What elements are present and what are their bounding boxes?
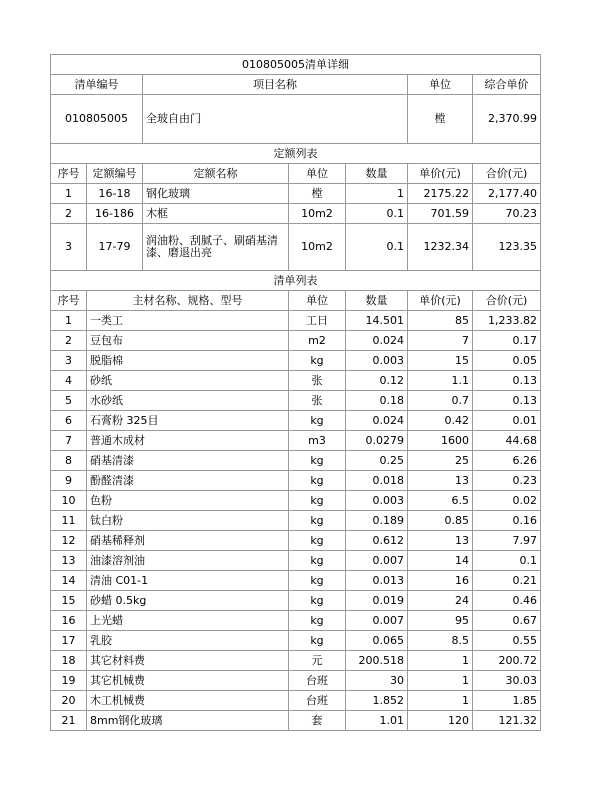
material-unit: kg	[289, 451, 346, 471]
material-qty: 0.189	[346, 511, 408, 531]
materials-col-header: 合价(元)	[473, 291, 541, 311]
quota-col-header: 定额编号	[87, 164, 143, 184]
material-row	[51, 371, 541, 391]
material-row	[51, 531, 541, 551]
title-row	[51, 55, 541, 75]
material-qty: 0.25	[346, 451, 408, 471]
material-unit: 张	[289, 391, 346, 411]
quota-section-row	[51, 144, 541, 164]
material-total: 1,233.82	[473, 311, 541, 331]
material-unit: kg	[289, 471, 346, 491]
quota-row	[51, 224, 541, 271]
materials-col-header: 主材名称、规格、型号	[87, 291, 289, 311]
material-name: 砂蜡 0.5kg	[87, 591, 289, 611]
item-price: 2,370.99	[473, 95, 541, 144]
material-qty: 0.024	[346, 411, 408, 431]
material-index: 5	[51, 391, 87, 411]
material-unit-price: 95	[408, 611, 473, 631]
quota-name: 钢化玻璃	[143, 184, 289, 204]
material-row	[51, 431, 541, 451]
material-total: 0.67	[473, 611, 541, 631]
material-unit: kg	[289, 531, 346, 551]
material-unit: kg	[289, 611, 346, 631]
quota-qty: 1	[346, 184, 408, 204]
material-unit-price: 25	[408, 451, 473, 471]
material-unit-price: 8.5	[408, 631, 473, 651]
name-label: 项目名称	[143, 75, 408, 95]
material-row	[51, 551, 541, 571]
material-qty: 1.01	[346, 711, 408, 731]
material-index: 9	[51, 471, 87, 491]
quota-code: 16-186	[87, 204, 143, 224]
material-qty: 0.003	[346, 491, 408, 511]
quota-name: 润油粉、刮腻子、刷硝基清漆、磨退出亮	[143, 224, 289, 271]
material-qty: 30	[346, 671, 408, 691]
material-total: 30.03	[473, 671, 541, 691]
material-unit: 元	[289, 651, 346, 671]
table-body	[51, 55, 541, 731]
material-unit: 套	[289, 711, 346, 731]
material-unit-price: 7	[408, 331, 473, 351]
material-unit-price: 1600	[408, 431, 473, 451]
material-qty: 0.003	[346, 351, 408, 371]
material-qty: 200.518	[346, 651, 408, 671]
material-name: 8mm钢化玻璃	[87, 711, 289, 731]
material-row	[51, 311, 541, 331]
quota-unit-price: 1232.34	[408, 224, 473, 271]
quota-qty: 0.1	[346, 224, 408, 271]
item-unit: 樘	[408, 95, 473, 144]
quota-col-header: 单位	[289, 164, 346, 184]
quota-col-header: 单价(元)	[408, 164, 473, 184]
material-qty: 0.013	[346, 571, 408, 591]
item-row	[51, 95, 541, 144]
materials-section-title: 清单列表	[51, 271, 541, 291]
material-unit-price: 85	[408, 311, 473, 331]
material-unit: 工日	[289, 311, 346, 331]
quota-qty: 0.1	[346, 204, 408, 224]
quota-row	[51, 204, 541, 224]
material-name: 砂纸	[87, 371, 289, 391]
item-header-row	[51, 75, 541, 95]
material-qty: 0.007	[346, 611, 408, 631]
item-name: 全玻自由门	[143, 95, 408, 144]
material-index: 15	[51, 591, 87, 611]
material-total: 0.23	[473, 471, 541, 491]
material-unit: kg	[289, 591, 346, 611]
quota-col-header: 数量	[346, 164, 408, 184]
material-total: 7.97	[473, 531, 541, 551]
material-name: 硝基清漆	[87, 451, 289, 471]
material-unit: kg	[289, 511, 346, 531]
material-unit-price: 120	[408, 711, 473, 731]
material-name: 其它机械费	[87, 671, 289, 691]
material-index: 16	[51, 611, 87, 631]
material-total: 0.17	[473, 331, 541, 351]
quota-row	[51, 184, 541, 204]
material-unit: m3	[289, 431, 346, 451]
materials-header-row	[51, 291, 541, 311]
code-label: 清单编号	[51, 75, 143, 95]
material-unit: kg	[289, 411, 346, 431]
material-unit-price: 1	[408, 691, 473, 711]
material-index: 12	[51, 531, 87, 551]
material-unit-price: 16	[408, 571, 473, 591]
material-index: 11	[51, 511, 87, 531]
material-total: 0.1	[473, 551, 541, 571]
material-name: 普通木成材	[87, 431, 289, 451]
material-row	[51, 491, 541, 511]
quota-total: 70.23	[473, 204, 541, 224]
material-qty: 0.065	[346, 631, 408, 651]
material-index: 4	[51, 371, 87, 391]
quota-code: 17-79	[87, 224, 143, 271]
material-row	[51, 511, 541, 531]
materials-col-header: 单位	[289, 291, 346, 311]
material-name: 木工机械费	[87, 691, 289, 711]
price-label: 综合单价	[473, 75, 541, 95]
quota-name: 木框	[143, 204, 289, 224]
material-row	[51, 411, 541, 431]
quota-code: 16-18	[87, 184, 143, 204]
material-name: 脱脂棉	[87, 351, 289, 371]
material-row	[51, 391, 541, 411]
material-unit: kg	[289, 551, 346, 571]
material-index: 18	[51, 651, 87, 671]
material-unit-price: 1	[408, 651, 473, 671]
material-name: 水砂纸	[87, 391, 289, 411]
bill-detail-table	[50, 54, 541, 731]
material-name: 豆包布	[87, 331, 289, 351]
quota-index: 1	[51, 184, 87, 204]
material-total: 0.01	[473, 411, 541, 431]
material-name: 色粉	[87, 491, 289, 511]
material-unit-price: 13	[408, 471, 473, 491]
material-row	[51, 331, 541, 351]
material-total: 44.68	[473, 431, 541, 451]
materials-section-row	[51, 271, 541, 291]
material-unit: 台班	[289, 671, 346, 691]
material-qty: 0.18	[346, 391, 408, 411]
quota-unit-price: 2175.22	[408, 184, 473, 204]
material-qty: 0.12	[346, 371, 408, 391]
table-title: 010805005清单详细	[51, 55, 541, 75]
material-row	[51, 571, 541, 591]
material-total: 0.13	[473, 371, 541, 391]
material-index: 10	[51, 491, 87, 511]
material-name: 钛白粉	[87, 511, 289, 531]
material-unit-price: 14	[408, 551, 473, 571]
quota-unit: 10m2	[289, 224, 346, 271]
material-unit: m2	[289, 331, 346, 351]
material-index: 8	[51, 451, 87, 471]
material-row	[51, 691, 541, 711]
quota-total: 2,177.40	[473, 184, 541, 204]
material-unit-price: 6.5	[408, 491, 473, 511]
material-unit: 张	[289, 371, 346, 391]
material-qty: 0.007	[346, 551, 408, 571]
material-qty: 0.018	[346, 471, 408, 491]
material-unit-price: 15	[408, 351, 473, 371]
material-name: 酚醛清漆	[87, 471, 289, 491]
material-total: 0.02	[473, 491, 541, 511]
quota-index: 3	[51, 224, 87, 271]
material-index: 3	[51, 351, 87, 371]
material-row	[51, 591, 541, 611]
materials-col-header: 单价(元)	[408, 291, 473, 311]
materials-col-header: 序号	[51, 291, 87, 311]
material-name: 上光蜡	[87, 611, 289, 631]
material-qty: 0.612	[346, 531, 408, 551]
material-total: 0.21	[473, 571, 541, 591]
material-unit: kg	[289, 491, 346, 511]
material-row	[51, 651, 541, 671]
material-unit-price: 1	[408, 671, 473, 691]
material-qty: 0.024	[346, 331, 408, 351]
item-code: 010805005	[51, 95, 143, 144]
material-row	[51, 351, 541, 371]
material-index: 6	[51, 411, 87, 431]
quota-index: 2	[51, 204, 87, 224]
material-unit: kg	[289, 571, 346, 591]
material-row	[51, 451, 541, 471]
quota-unit: 樘	[289, 184, 346, 204]
material-name: 一类工	[87, 311, 289, 331]
quota-unit: 10m2	[289, 204, 346, 224]
material-index: 21	[51, 711, 87, 731]
material-unit: kg	[289, 351, 346, 371]
material-total: 0.55	[473, 631, 541, 651]
material-row	[51, 471, 541, 491]
material-index: 13	[51, 551, 87, 571]
materials-col-header: 数量	[346, 291, 408, 311]
material-index: 1	[51, 311, 87, 331]
quota-col-header: 合价(元)	[473, 164, 541, 184]
material-index: 7	[51, 431, 87, 451]
material-qty: 1.852	[346, 691, 408, 711]
material-qty: 14.501	[346, 311, 408, 331]
material-unit-price: 0.85	[408, 511, 473, 531]
material-name: 硝基稀释剂	[87, 531, 289, 551]
material-index: 19	[51, 671, 87, 691]
material-index: 20	[51, 691, 87, 711]
material-total: 6.26	[473, 451, 541, 471]
quota-unit-price: 701.59	[408, 204, 473, 224]
material-name: 清油 C01-1	[87, 571, 289, 591]
material-unit-price: 0.42	[408, 411, 473, 431]
material-total: 0.13	[473, 391, 541, 411]
material-qty: 0.0279	[346, 431, 408, 451]
material-unit-price: 0.7	[408, 391, 473, 411]
material-row	[51, 631, 541, 651]
material-total: 1.85	[473, 691, 541, 711]
material-total: 0.05	[473, 351, 541, 371]
material-row	[51, 671, 541, 691]
quota-header-row	[51, 164, 541, 184]
material-row	[51, 711, 541, 731]
material-name: 其它材料费	[87, 651, 289, 671]
material-index: 17	[51, 631, 87, 651]
quota-total: 123.35	[473, 224, 541, 271]
material-total: 0.46	[473, 591, 541, 611]
material-index: 14	[51, 571, 87, 591]
material-name: 油漆溶剂油	[87, 551, 289, 571]
material-unit: kg	[289, 631, 346, 651]
quota-section-title: 定额列表	[51, 144, 541, 164]
material-name: 石膏粉 325目	[87, 411, 289, 431]
material-total: 200.72	[473, 651, 541, 671]
material-unit-price: 13	[408, 531, 473, 551]
material-total: 0.16	[473, 511, 541, 531]
material-qty: 0.019	[346, 591, 408, 611]
material-index: 2	[51, 331, 87, 351]
material-total: 121.32	[473, 711, 541, 731]
material-name: 乳胶	[87, 631, 289, 651]
quota-col-header: 定额名称	[143, 164, 289, 184]
material-unit-price: 1.1	[408, 371, 473, 391]
material-row	[51, 611, 541, 631]
material-unit-price: 24	[408, 591, 473, 611]
unit-label: 单位	[408, 75, 473, 95]
material-unit: 台班	[289, 691, 346, 711]
quota-col-header: 序号	[51, 164, 87, 184]
